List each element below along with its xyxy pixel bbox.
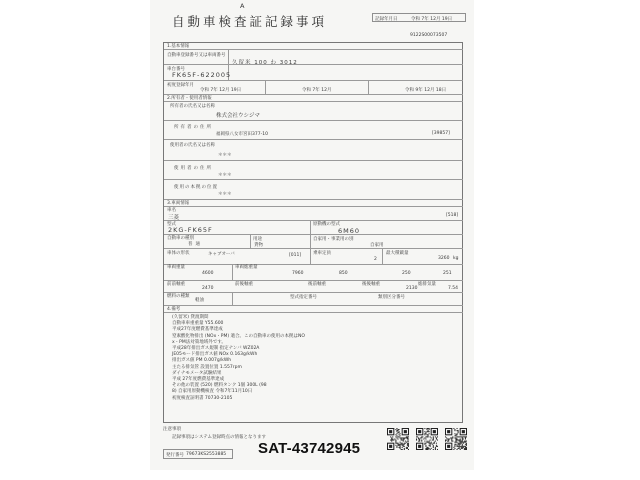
use: 貨物 — [254, 243, 263, 248]
user-address-label: 使用者の住所 — [174, 166, 213, 171]
remarks-line: 主たる排気管 設置位置 1.557rpm — [172, 364, 242, 370]
issue-date-box — [372, 13, 466, 22]
body-shape: キャブオーバ — [208, 252, 235, 257]
displacement: 7.54 — [448, 286, 459, 291]
body-shape-label: 車体の形状 — [167, 251, 190, 256]
class-value: 自家用 — [370, 243, 384, 248]
remarks-line: x・PM法対策地域外です。 — [172, 339, 226, 345]
section-vehicle-title: 3.車両情報 — [167, 201, 190, 206]
qr-code-3-icon — [445, 428, 467, 450]
remarks-line: 初度検査証明書 70730-2105 — [172, 395, 233, 401]
manufacture-date: 令和 7年 12月 — [302, 88, 332, 93]
first-registration-label: 初度登録年月 — [167, 83, 194, 88]
fuel-label: 燃料の種類 — [167, 294, 190, 299]
body-code: [011] — [289, 253, 302, 258]
capacity-label: 乗車定員 — [313, 251, 331, 256]
inspection-certificate — [150, 0, 474, 470]
chassis-label: 車台番号 — [167, 67, 185, 72]
class-label: 自家用・事業用の別 — [313, 237, 354, 242]
type-designation-label: 型式指定番号 — [290, 295, 317, 300]
maker-label: 車名 — [167, 208, 176, 213]
fuel: 軽油 — [195, 298, 204, 303]
issue-date: 令和 7年 12月 19日 — [411, 16, 453, 22]
maker: 三菱 — [168, 215, 180, 221]
first-registration-date: 令和 7年 12月 19日 — [200, 88, 242, 93]
document-title: 自動車検査証記録事項 — [172, 14, 328, 29]
kind-label: 自動車の種別 — [167, 236, 194, 241]
remarks-line: 平成27年度燃費基準達成 — [172, 327, 223, 333]
qr-code-2-icon — [416, 428, 438, 450]
base-location-label: 使用の本拠の位置 — [174, 185, 218, 190]
section-owner-title: 2.所有者・使用者情報 — [167, 96, 212, 101]
registration-number: 久留米 100 わ 3012 — [232, 60, 298, 66]
gross-weight-label: 車両総重量 — [235, 265, 258, 270]
capacity: 2 — [374, 257, 377, 262]
remarks-line: 窒素酸化物排出 (NOx・PM) 適合。この自動車の使用の本拠はNO — [172, 333, 305, 339]
user-address: ＊＊＊ — [218, 173, 232, 178]
engine-label: 原動機の型式 — [313, 222, 340, 227]
base-location: ＊＊＊ — [218, 192, 232, 197]
remarks-line: ダイナモメータ試験結果 — [172, 370, 222, 376]
notes-text: 記録事項はシステム登録時点の情報となります — [172, 435, 267, 440]
remarks-line: 平成28年排出ガス規制 指定ナンバ WZ02A — [172, 346, 260, 351]
model: 2KG-FK65F — [168, 226, 213, 234]
category-number-label: 類別区分番号 — [378, 295, 405, 300]
remarks-line: 排出ガス値 PM 0.007g/kWh — [172, 358, 232, 364]
max-load-unit: kg — [453, 256, 459, 261]
remarks-line: JE05モード排出ガス値 NOx 0.163g/kWh — [172, 352, 258, 358]
chassis-number: FK65F-622005 — [172, 71, 232, 79]
rear-front-axle-label: 後前軸重 — [308, 282, 326, 287]
front-axle: 2470 — [202, 286, 214, 291]
owner-name-label: 所有者の氏名又は名称 — [170, 104, 215, 109]
footer-box — [163, 449, 233, 459]
remarks-line: (久留米) 貸渡期間 — [172, 315, 209, 320]
footer-label: 発行番号 — [166, 453, 184, 458]
owner-address-label: 所有者の住所 — [174, 125, 213, 130]
user-name-label: 使用者の氏名又は名称 — [170, 143, 215, 148]
front-axle-label: 前前軸重 — [167, 282, 185, 287]
rear-rear-axle-label: 後後軸重 — [362, 282, 380, 287]
maker-code: [518] — [446, 213, 459, 218]
footer-number: 79673KS2553885 — [186, 452, 227, 457]
vehicle-weight-label: 車両重量 — [167, 265, 185, 270]
remarks-line: 平成 27年度燃費基準達成 — [172, 377, 225, 382]
expiry-date: 令和 9年 12月 18日 — [405, 88, 447, 93]
length: 850 — [339, 271, 348, 276]
owner-name: 株式会社ウシジマ — [216, 113, 260, 119]
watermark-id: SAT-43742945 — [258, 440, 361, 457]
width: 250 — [402, 271, 411, 276]
owner-code: [39857] — [432, 131, 450, 136]
section-basic-title: 1.基本情報 — [167, 44, 190, 49]
height: 251 — [443, 271, 452, 276]
remarks-line: 8) 自家用原動機検査 令和7年11月10日 — [172, 389, 253, 395]
section-remarks-title: 4.備考 — [167, 307, 181, 312]
issue-date-label: 記録年月日 — [375, 16, 398, 22]
remarks-line: その他の装置 (520) 燃料タンク 1個 300L (98 — [172, 383, 267, 389]
page-letter: A — [240, 2, 245, 10]
notes-title: 注意事項 — [163, 427, 181, 432]
kind: 普通 — [188, 242, 203, 247]
max-load: 3260 — [438, 256, 450, 261]
engine: 6M60 — [338, 227, 361, 235]
model-label: 型式 — [167, 222, 176, 227]
qr-code-1-icon — [387, 428, 409, 450]
gross-weight: 7960 — [292, 271, 304, 276]
displacement-label: 総排気量 — [418, 282, 436, 287]
registration-label: 自動車登録番号又は車両番号 — [167, 53, 226, 58]
owner-address: 福岡県八女市宮田377-10 — [216, 132, 268, 137]
use-label: 用途 — [253, 237, 262, 242]
user-name: ＊＊＊ — [218, 153, 232, 158]
rear-rear-axle: 2130 — [406, 286, 418, 291]
vehicle-weight: 4600 — [202, 271, 214, 276]
front-rear-axle-label: 前後軸重 — [235, 282, 253, 287]
remarks-line: 自動車車重重量 Y55.600 — [172, 321, 224, 327]
document-number: 9122S00073507 — [410, 33, 448, 38]
max-load-label: 最大積載量 — [386, 251, 409, 256]
